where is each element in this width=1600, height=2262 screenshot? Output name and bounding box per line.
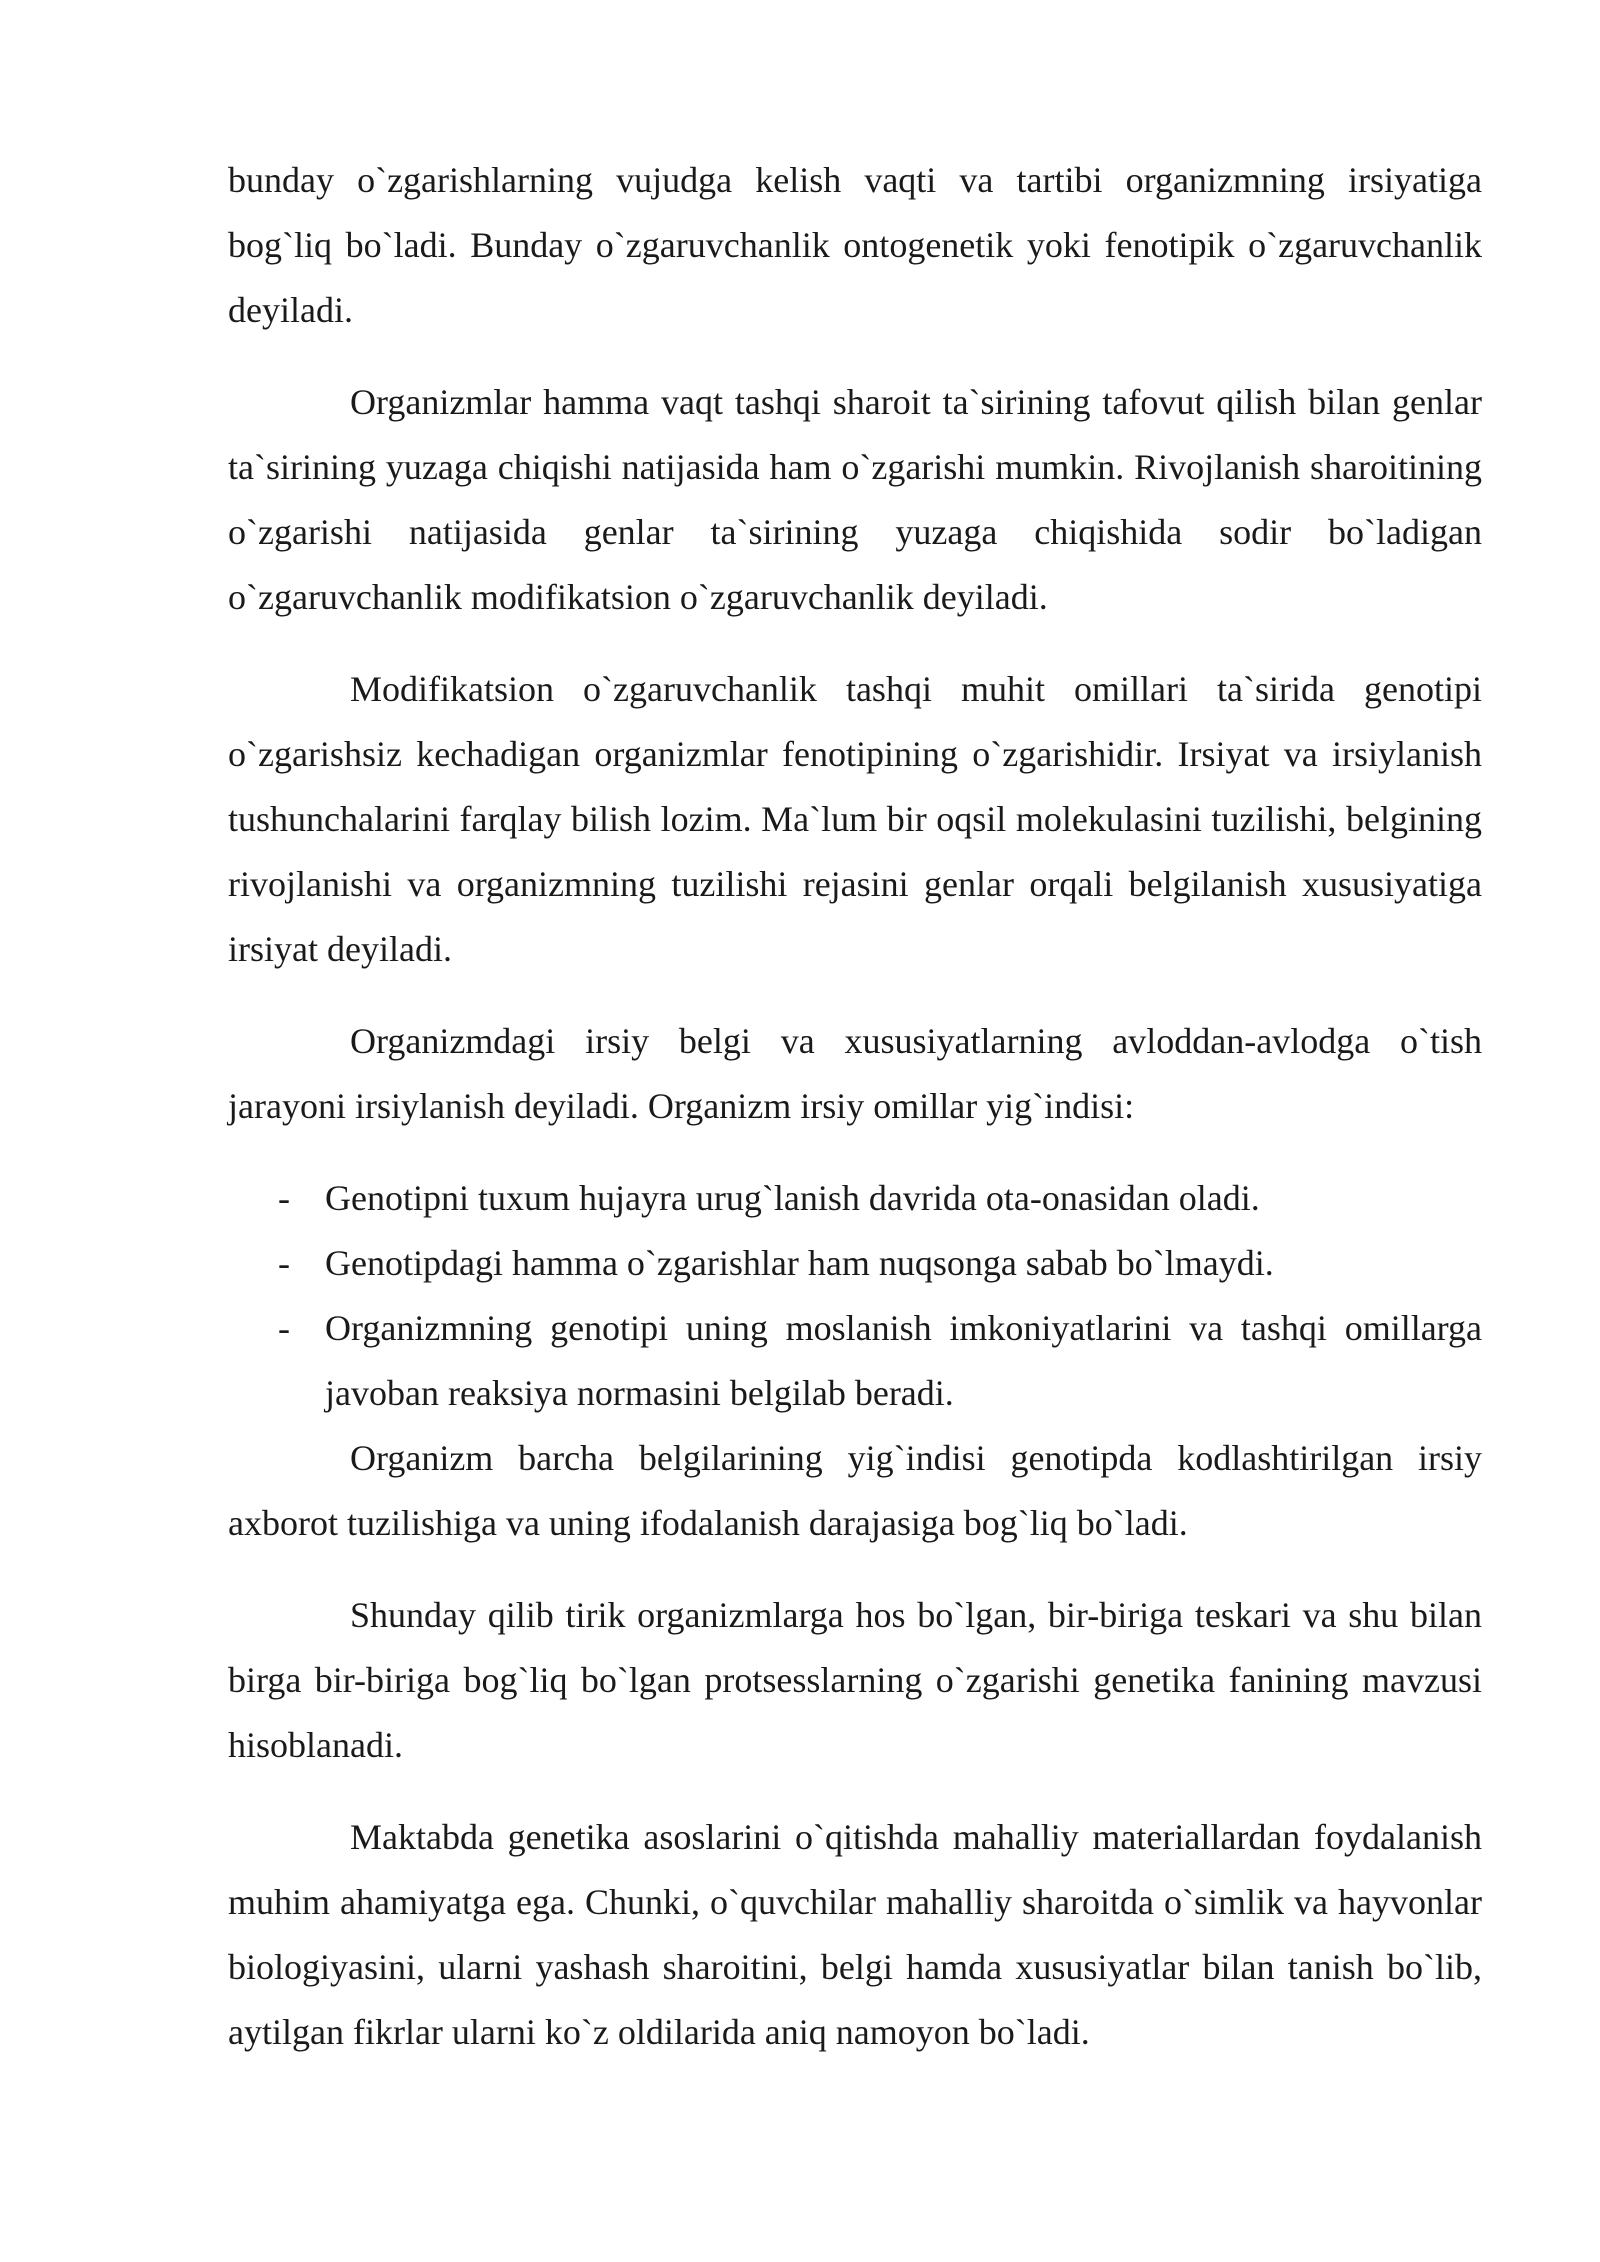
- paragraph-genotype-information: Organizm barcha belgilarining yig`indisi genotipda kodlashtirilgan irsiy axborot tuzilishiga va uning ifodalanish darajasiga bog`liq bo`ladi.: [228, 1438, 1482, 1543]
- list-item: [228, 1231, 1482, 1296]
- list-item: [228, 1166, 1482, 1231]
- list-item: [228, 1296, 1482, 1426]
- paragraph-modification-intro: Organizmlar hamma vaqt tashqi sharoit ta`sirining tafovut qilish bilan genlar ta`sirining yuzaga chiqishi natijasida ham o`zgarishi mumkin. Rivojlanish sharoitining o`zgarishi natijasida genlar ta`sirining yuzaga chiqishida sodir bo`ladigan o`zgaruvchanlik modifikatsion o`zgaruvchanlik deyiladi.: [228, 382, 1482, 617]
- heredity-factors-list: [228, 1166, 1482, 1426]
- paragraph-genetics-subject: Shunday qilib tirik organizmlarga hos bo`lgan, bir-biriga teskari va shu bilan birga bir-biriga bog`liq bo`lgan protsesslarning o`zgarishi genetika fanining mavzusi hisoblanadi.: [228, 1595, 1482, 1765]
- list-item-text: Organizmning genotipi uning moslanish imkoniyatlarini va tashqi omillarga javoban reaksiya normasini belgilab beradi.: [325, 1308, 1482, 1413]
- list-item-text: Genotipdagi hamma o`zgarishlar ham nuqsonga sabab bo`lmaydi.: [325, 1243, 1274, 1283]
- document-page: [228, 148, 1482, 2065]
- paragraph-school-teaching: Maktabda genetika asoslarini o`qitishda mahalliy materiallardan foydalanish muhim ahamiyatga ega. Chunki, o`quvchilar mahalliy sharoitda o`simlik va hayvonlar biologiyasini, ularni yashash sharoitini, belgi hamda xususiyatlar bilan tanish bo`lib, aytilgan fikrlar ularni ko`z oldilarida aniq namoyon bo`ladi.: [228, 1817, 1482, 2052]
- list-dash-marker: -: [278, 1178, 290, 1218]
- list-dash-marker: -: [278, 1243, 290, 1283]
- paragraph-heredity-definition: Organizmdagi irsiy belgi va xususiyatlarning avloddan-avlodga o`tish jarayoni irsiylanish deyiladi. Organizm irsiy omillar yig`indisi:: [228, 1021, 1482, 1126]
- paragraph-continuation: bunday o`zgarishlarning vujudga kelish vaqti va tartibi organizmning irsiyatiga bog`liq bo`ladi. Bunday o`zgaruvchanlik ontogenetik yoki fenotipik o`zgaruvchanlik deyiladi.: [228, 160, 1482, 330]
- paragraph-modification-definition: Modifikatsion o`zgaruvchanlik tashqi muhit omillari ta`sirida genotipi o`zgarishsiz kechadigan organizmlar fenotipining o`zgarishidir. Irsiyat va irsiylanish tushunchalarini farqlay bilish lozim. Ma`lum bir oqsil molekulasini tuzilishi, belgining rivojlanishi va organizmning tuzilishi rejasini genlar orqali belgilanish xususiyatiga irsiyat deyiladi.: [228, 669, 1482, 969]
- list-item-text: Genotipni tuxum hujayra urug`lanish davrida ota-onasidan oladi.: [325, 1178, 1260, 1218]
- list-dash-marker: -: [278, 1308, 290, 1348]
